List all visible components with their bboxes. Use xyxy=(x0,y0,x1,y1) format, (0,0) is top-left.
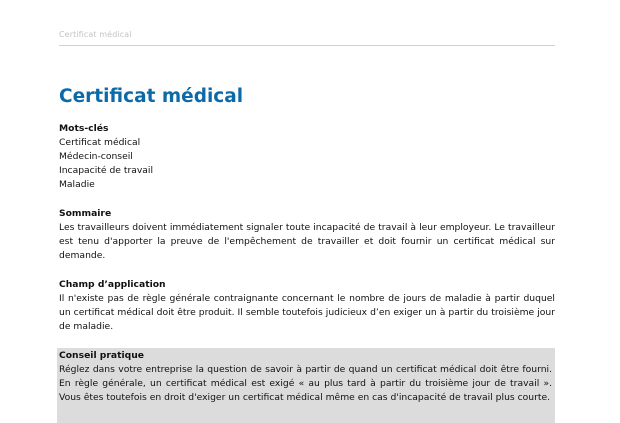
keywords-list xyxy=(59,136,555,192)
running-header xyxy=(59,22,555,46)
keyword-item: Médecin-conseil xyxy=(59,151,133,162)
summary-section xyxy=(59,207,555,263)
practical-tip-box xyxy=(57,348,555,423)
keyword-item: Certificat médical xyxy=(59,137,141,148)
summary-text: Les travailleurs doivent immédiatement signaler toute incapacité de travail à leur employeur. Le travailleur est tenu d'apporter la preuve de l'empêchement de travailler et doit fournir un certificat médical sur demande. xyxy=(59,222,555,261)
tip-text: Réglez dans votre entreprise la question de savoir à partir de quand un certificat médical doit être fourni. En règle générale, un certificat médical est exigé « au plus tard à partir du troisième jour de travail ». Vous êtes toutefois en droit d'exiger un certificat médical même en cas d'incapacité de travail plus courte. xyxy=(59,364,552,403)
scope-section xyxy=(59,278,555,334)
keywords-heading: Mots-clés xyxy=(59,123,109,134)
running-header-title: Certificat médical xyxy=(59,30,132,39)
page-title: Certificat médical xyxy=(59,86,244,107)
summary-heading: Sommaire xyxy=(59,208,112,219)
keywords-section xyxy=(59,122,555,192)
scope-text: Il n'existe pas de règle générale contraignante concernant le nombre de jours de maladie à partir duquel un certificat médical doit être produit. Il semble toutefois judicieux d’en exiger un à partir du troisième jour de maladie. xyxy=(59,293,555,332)
keyword-item: Maladie xyxy=(59,179,95,190)
keyword-item: Incapacité de travail xyxy=(59,165,154,176)
scope-heading: Champ d’application xyxy=(59,279,166,290)
tip-heading: Conseil pratique xyxy=(59,350,144,361)
